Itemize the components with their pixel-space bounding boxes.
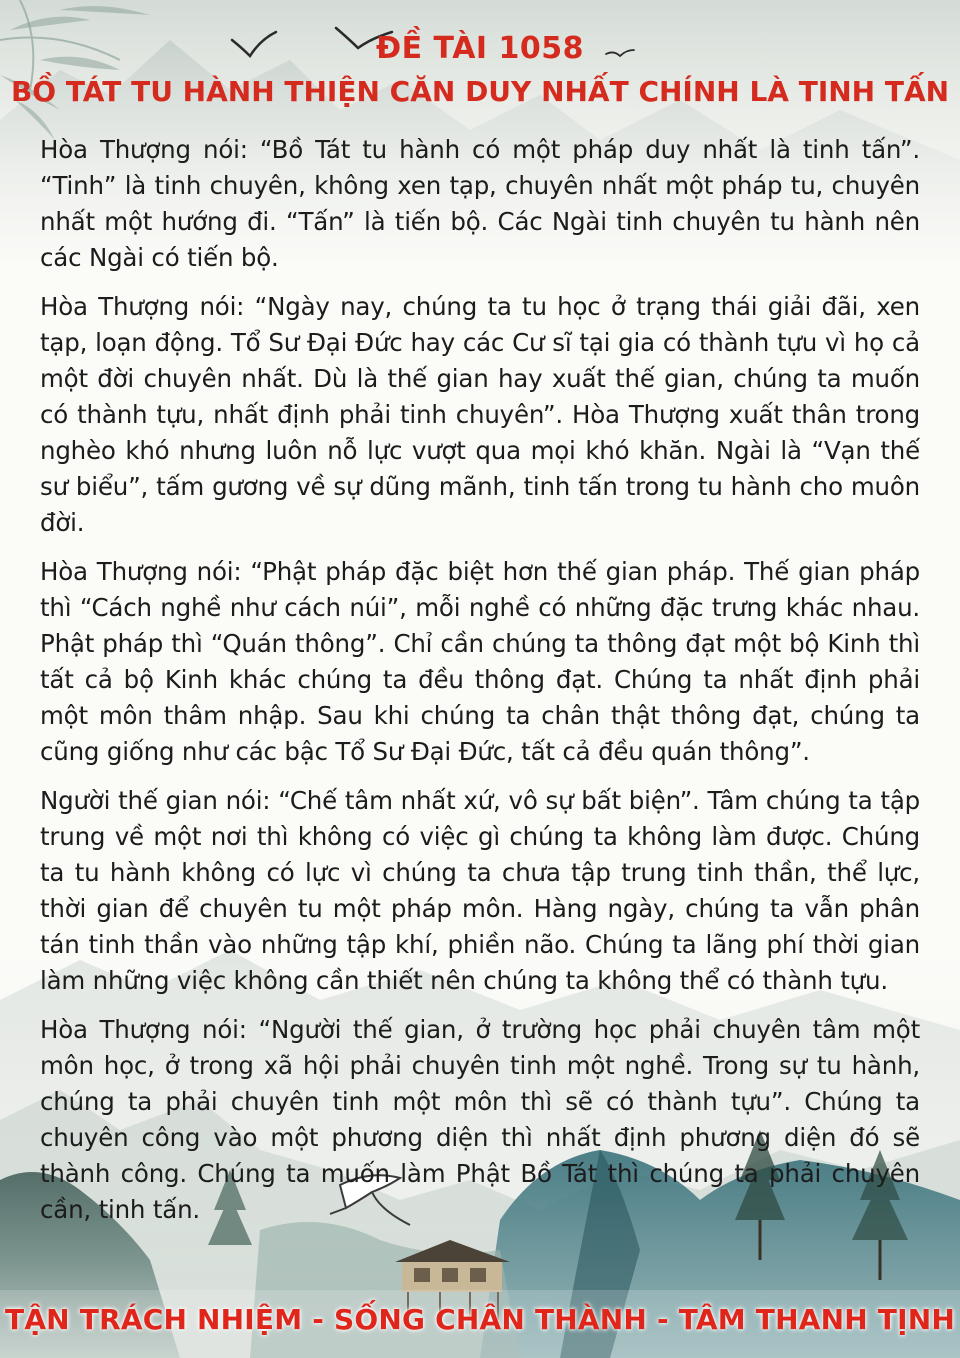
- paragraph-5: Hòa Thượng nói: “Người thế gian, ở trường học phải chuyên tâm một môn học, ở trong xã hội phải chuyên tinh một nghề. Trong sự tu hành, chúng ta phải chuyên tinh một môn thì sẽ có thành tựu”. Chúng ta chuyên công vào một phương diện thì nhất định phương diện đó sẽ thành công. Chúng ta muốn làm Phật Bồ Tát thì chúng ta phải chuyên cần, tinh tấn.: [40, 1015, 920, 1224]
- paragraph-3: Hòa Thượng nói: “Phật pháp đặc biệt hơn thế gian pháp. Thế gian pháp thì “Cách nghề như cách núi”, mỗi nghề có những đặc trưng khác nhau. Phật pháp thì “Quán thông”. Chỉ cần chúng ta thông đạt một bộ Kinh thì tất cả bộ Kinh khác chúng ta đều thông đạt. Chúng ta nhất định phải một môn thâm nhập. Sau khi chúng ta chân thật thông đạt, chúng ta cũng giống như các bậc Tổ Sư Đại Đức, tất cả đều quán thông”.: [40, 557, 920, 766]
- paragraph-2: Hòa Thượng nói: “Ngày nay, chúng ta tu học ở trạng thái giải đãi, xen tạp, loạn động. Tổ Sư Đại Đức hay các Cư sĩ tại gia có thành tựu vì họ cả một đời chuyên nhất. Dù là thế gian hay xuất thế gian, chúng ta muốn có thành tựu, nhất định phải tinh chuyên”. Hòa Thượng xuất thân trong nghèo khó nhưng luôn nỗ lực vượt qua mọi khó khăn. Ngài là “Vạn thế sư biểu”, tấm gương về sự dũng mãnh, tinh tấn trong tu hành cho muôn đời.: [40, 292, 920, 537]
- footer-slogan: TẬN TRÁCH NHIỆM - SỐNG CHÂN THÀNH - TÂM THANH TỊNH: [5, 1303, 955, 1336]
- paragraph-1: Hòa Thượng nói: “Bồ Tát tu hành có một pháp duy nhất là tinh tấn”. “Tinh” là tinh chuyên, không xen tạp, chuyên nhất một pháp tu, chuyên nhất một hướng đi. “Tấn” là tiến bộ. Các Ngài tinh chuyên tu hành nên các Ngài có tiến bộ.: [40, 135, 920, 272]
- paragraph-4: Người thế gian nói: “Chế tâm nhất xứ, vô sự bất biện”. Tâm chúng ta tập trung về một nơi thì không có việc gì chúng ta không làm được. Chúng ta tu hành không có lực vì chúng ta chưa tập trung tinh thần, thể lực, thời gian để chuyên tu một pháp môn. Hàng ngày, chúng ta vẫn phân tán tinh thần vào những tập khí, phiền não. Chúng ta lãng phí thời gian làm những việc không cần thiết nên chúng ta không thể có thành tựu.: [40, 786, 920, 995]
- footer: [0, 1300, 960, 1340]
- article-body: [40, 132, 920, 1241]
- page-title: BỒ TÁT TU HÀNH THIỆN CĂN DUY NHẤT CHÍNH LÀ TINH TẤN: [10, 75, 950, 108]
- topic-number: ĐỀ TÀI 1058: [375, 31, 585, 66]
- header: [0, 30, 960, 112]
